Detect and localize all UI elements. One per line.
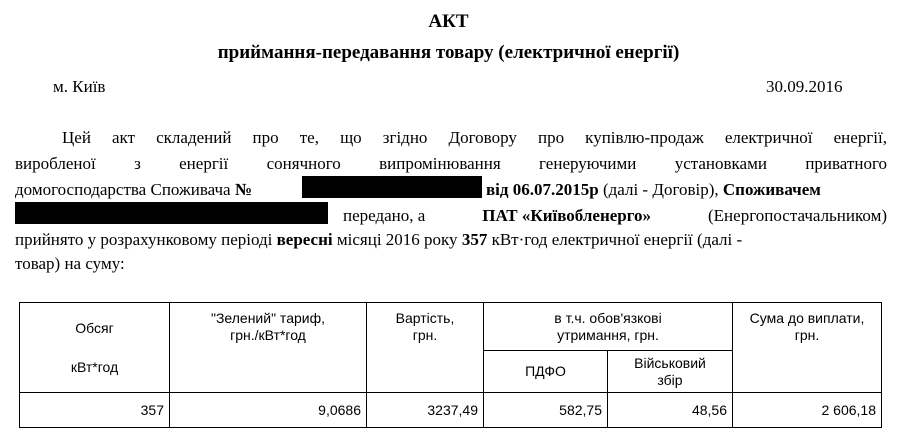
paragraph-word: енергії <box>179 154 229 173</box>
number-sign: № <box>234 180 252 199</box>
act-title: АКТ <box>428 11 469 32</box>
paragraph-line-5 <box>15 230 742 250</box>
paragraph-word: купівлю-продаж <box>585 128 704 147</box>
header-total-line-1: Сума до виплати, <box>749 310 865 326</box>
energy-unit-text: кВт·год електричної енергії (далі - <box>487 230 743 249</box>
paragraph-line-3 <box>15 180 252 200</box>
transferred-text: передано, а <box>343 206 426 225</box>
period-year-text: місяці 2016 року <box>332 230 462 249</box>
city: м. Київ <box>53 77 106 96</box>
cell-total: 2 606,18 <box>733 393 882 428</box>
cell-pdfo: 582,75 <box>484 393 608 428</box>
header-total <box>733 303 882 393</box>
header-military-line-2: збір <box>657 371 683 388</box>
header-pdfo: ПДФО <box>484 351 608 393</box>
paragraph-word: приватного <box>805 154 887 173</box>
header-deductions <box>484 303 733 351</box>
paragraph-word: генеруючими <box>539 154 637 173</box>
header-deductions-line-2: утримання, грн. <box>557 326 659 343</box>
header-total-line-2: грн. <box>794 327 820 343</box>
redacted-contract-number <box>302 176 482 198</box>
contract-date: від 06.07.2015р <box>486 180 599 199</box>
paragraph-word: випромінювання <box>379 154 501 173</box>
header-volume <box>20 303 170 393</box>
paragraph-word: складений <box>156 128 232 147</box>
paragraph-word: те, <box>299 128 319 147</box>
paragraph-word: про <box>537 128 565 147</box>
header-deductions-line-1: в т.ч. обов'язкові <box>554 309 662 326</box>
paragraph-word: акт <box>112 128 136 147</box>
paragraph-word: згідно <box>382 128 428 147</box>
company-name: ПАТ «Київобленерго» <box>482 206 652 225</box>
cell-cost: 3237,49 <box>367 393 484 428</box>
period-month: вересні <box>276 230 333 249</box>
paragraph-word: Договору <box>448 128 517 147</box>
paragraph-word: сонячного <box>266 154 341 173</box>
paragraph-word: з <box>134 154 141 173</box>
paragraph-word: що <box>340 128 362 147</box>
header-military <box>608 351 733 393</box>
header-cost-line-1: Вартість, <box>395 310 455 326</box>
header-tariff-line-2: грн./кВт*год <box>230 327 306 343</box>
paragraph-line-6: товар) на суму: <box>15 254 125 273</box>
cell-military: 48,56 <box>608 393 733 428</box>
date: 30.09.2016 <box>766 77 843 96</box>
energy-amount: 357 <box>461 230 488 249</box>
cell-volume: 357 <box>20 393 170 428</box>
contract-alias: (далі - Договір), <box>598 180 723 199</box>
header-volume-unit: кВт*год <box>70 359 119 375</box>
act-subtitle: приймання-передавання товару (електричної енергії) <box>217 42 680 63</box>
paragraph-line-4 <box>343 206 887 226</box>
payment-table <box>19 302 882 428</box>
paragraph-word: про <box>252 128 279 147</box>
header-volume-label: Обсяг <box>75 320 114 336</box>
header-cost <box>367 303 484 393</box>
paragraph-word: установками <box>674 154 767 173</box>
paragraph-word: енергії, <box>833 128 887 147</box>
supplier-role: (Енергопостачальником) <box>708 206 887 225</box>
paragraph-word: виробленої <box>15 154 96 173</box>
header-tariff <box>170 303 367 393</box>
paragraph-line-3-tail <box>486 180 821 200</box>
consumer-household-text: домогосподарства Споживача <box>15 180 231 199</box>
header-cost-line-2: грн. <box>412 327 438 343</box>
paragraph-word: Цей <box>62 128 91 147</box>
period-text: прийнято у розрахунковому періоді <box>15 230 277 249</box>
paragraph-line-2 <box>15 154 887 174</box>
header-military-line-1: Військовий <box>634 354 706 371</box>
redacted-consumer-name <box>15 202 328 224</box>
cell-tariff: 9,0686 <box>170 393 367 428</box>
paragraph-line-1 <box>62 128 887 148</box>
header-tariff-line-1: "Зелений" тариф, <box>211 310 325 326</box>
consumer-label: Споживачем <box>722 180 821 199</box>
paragraph-word: електричної <box>724 128 813 147</box>
